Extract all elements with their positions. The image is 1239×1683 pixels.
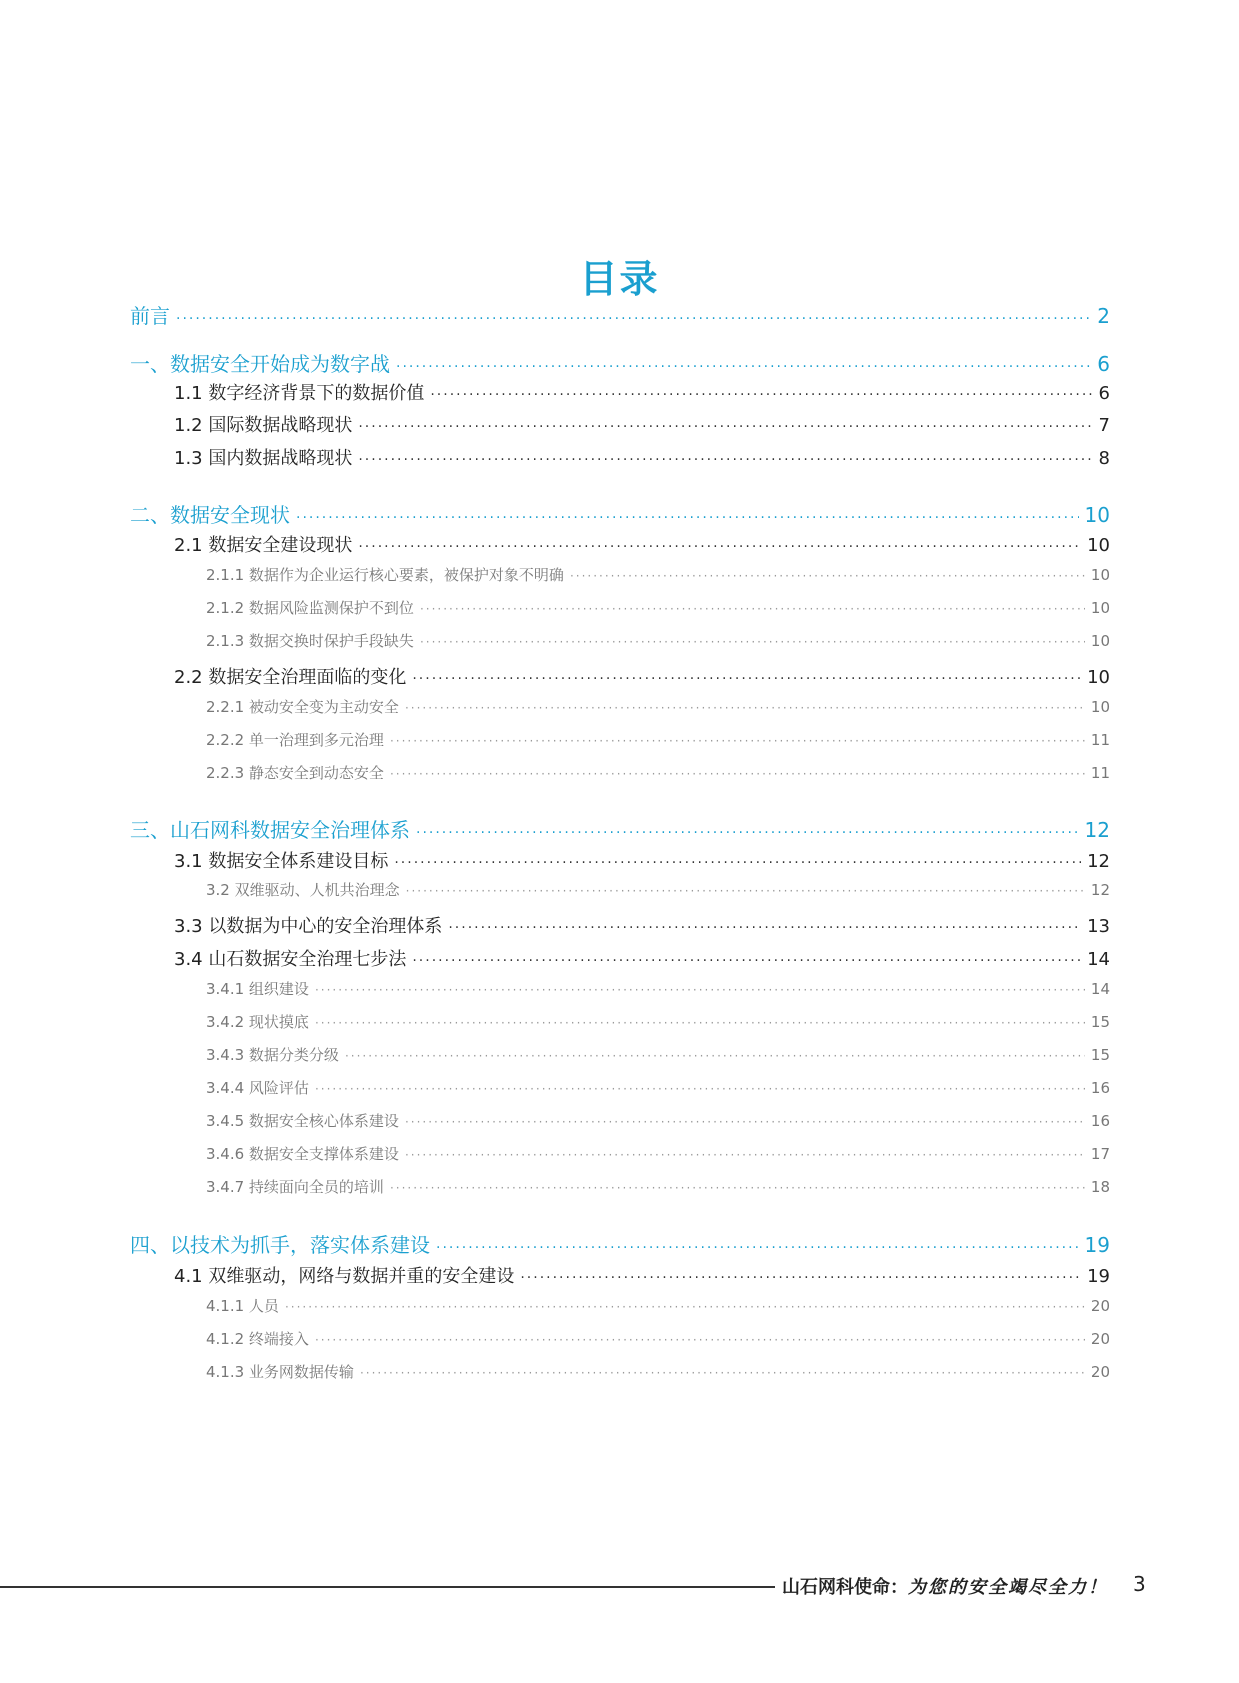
toc-entry-label: 3.4.2 现状摸底 xyxy=(206,1013,309,1031)
footer-slogan xyxy=(782,1573,1108,1599)
toc-entry-label: 3.4 山石数据安全治理七步法 xyxy=(174,949,407,970)
toc-entry-3-2[interactable] xyxy=(130,879,1110,900)
toc-entry-3-4-4[interactable] xyxy=(130,1077,1110,1098)
toc-entry-label: 4.1.1 人员 xyxy=(206,1297,279,1315)
toc-entry-page: 20 xyxy=(1090,1330,1110,1348)
toc-entry-section-2[interactable] xyxy=(130,499,1110,528)
toc-entry-page: 11 xyxy=(1090,764,1110,782)
toc-entry-label: 2.1 数据安全建设现状 xyxy=(174,535,353,556)
toc-entry-3-4-1[interactable] xyxy=(130,978,1110,999)
toc-entry-label: 3.4.7 持续面向全员的培训 xyxy=(206,1178,384,1196)
toc-entry-section-1[interactable] xyxy=(130,348,1110,377)
toc-entry-page: 10 xyxy=(1090,632,1110,650)
toc-entry-label: 3.3 以数据为中心的安全治理体系 xyxy=(174,916,443,937)
toc-entry-page: 16 xyxy=(1090,1079,1110,1097)
toc-entry-section-4[interactable] xyxy=(130,1229,1110,1258)
toc-entry-label: 1.2 国际数据战略现状 xyxy=(174,415,353,436)
toc-entry-page: 12 xyxy=(1090,881,1110,899)
toc-entry-2-1-2[interactable] xyxy=(130,597,1110,618)
toc-entry-label: 三、山石网科数据安全治理体系 xyxy=(130,818,410,842)
toc-entry-3-4-7[interactable] xyxy=(130,1176,1110,1197)
toc-entry-page: 18 xyxy=(1090,1178,1110,1196)
toc-entry-page: 20 xyxy=(1090,1363,1110,1381)
toc-entry-label: 2.1.1 数据作为企业运行核心要素，被保护对象不明确 xyxy=(206,566,564,584)
toc-entry-section-3[interactable] xyxy=(130,814,1110,843)
toc-entry-label: 前言 xyxy=(130,304,170,328)
toc-entry-label: 二、数据安全现状 xyxy=(130,503,290,527)
toc-entry-label: 4.1 双维驱动，网络与数据并重的安全建设 xyxy=(174,1266,515,1287)
toc-entry-page: 10 xyxy=(1087,667,1110,688)
toc-entry-1-2[interactable] xyxy=(130,411,1110,437)
toc-entry-page: 15 xyxy=(1090,1013,1110,1031)
page-title: 目录 xyxy=(579,257,660,301)
toc-entry-page: 6 xyxy=(1097,352,1110,376)
toc-entry-2-1[interactable] xyxy=(130,531,1110,557)
toc-entry-page: 10 xyxy=(1090,698,1110,716)
toc-entry-page: 12 xyxy=(1084,818,1110,842)
toc-entry-page: 2 xyxy=(1097,304,1110,328)
toc-entry-2-2[interactable] xyxy=(130,663,1110,689)
toc-entry-label: 3.4.1 组织建设 xyxy=(206,980,309,998)
toc-entry-page: 10 xyxy=(1090,599,1110,617)
toc-entry-label: 2.1.3 数据交换时保护手段缺失 xyxy=(206,632,414,650)
toc-entry-label: 4.1.2 终端接入 xyxy=(206,1330,309,1348)
toc-entry-3-1[interactable] xyxy=(130,847,1110,873)
toc-entry-page: 13 xyxy=(1087,916,1110,937)
toc-entry-3-4-5[interactable] xyxy=(130,1110,1110,1131)
toc-entry-4-1[interactable] xyxy=(130,1262,1110,1288)
toc-entry-2-2-2[interactable] xyxy=(130,729,1110,750)
toc-entry-1-1[interactable] xyxy=(130,379,1110,405)
toc-entry-4-1-2[interactable] xyxy=(130,1328,1110,1349)
toc-entry-page: 14 xyxy=(1087,949,1110,970)
toc-entry-label: 3.4.4 风险评估 xyxy=(206,1079,309,1097)
toc-entry-preface[interactable] xyxy=(130,300,1110,329)
toc-entry-2-1-1[interactable] xyxy=(130,564,1110,585)
footer-divider xyxy=(0,1586,775,1588)
toc-entry-page: 10 xyxy=(1087,535,1110,556)
toc-entry-page: 12 xyxy=(1087,851,1110,872)
toc-entry-2-2-1[interactable] xyxy=(130,696,1110,717)
toc-entry-label: 一、数据安全开始成为数字战 xyxy=(130,352,390,376)
toc-entry-3-4[interactable] xyxy=(130,945,1110,971)
page-number: 3 xyxy=(1133,1572,1146,1596)
toc-entry-label: 3.4.6 数据安全支撑体系建设 xyxy=(206,1145,399,1163)
toc-entry-label: 3.4.5 数据安全核心体系建设 xyxy=(206,1112,399,1130)
footer-slogan-text: 为您的安全竭尽全力！ xyxy=(908,1577,1108,1598)
toc-entry-page: 15 xyxy=(1090,1046,1110,1064)
toc-entry-page: 10 xyxy=(1090,566,1110,584)
toc-entry-label: 2.2.1 被动安全变为主动安全 xyxy=(206,698,399,716)
toc-entry-page: 20 xyxy=(1090,1297,1110,1315)
toc-entry-label: 2.2 数据安全治理面临的变化 xyxy=(174,667,407,688)
toc-entry-3-4-2[interactable] xyxy=(130,1011,1110,1032)
toc-entry-1-3[interactable] xyxy=(130,444,1110,470)
toc-entry-4-1-3[interactable] xyxy=(130,1361,1110,1382)
toc-entry-label: 4.1.3 业务网数据传输 xyxy=(206,1363,354,1381)
toc-entry-label: 2.1.2 数据风险监测保护不到位 xyxy=(206,599,414,617)
toc-entry-page: 17 xyxy=(1090,1145,1110,1163)
toc-entry-page: 10 xyxy=(1084,503,1110,527)
toc-entry-page: 6 xyxy=(1098,383,1110,404)
toc-entry-label: 3.1 数据安全体系建设目标 xyxy=(174,851,389,872)
toc-entry-label: 3.4.3 数据分类分级 xyxy=(206,1046,339,1064)
toc-entry-page: 19 xyxy=(1084,1233,1110,1257)
toc-entry-page: 19 xyxy=(1087,1266,1110,1287)
toc-entry-3-4-6[interactable] xyxy=(130,1143,1110,1164)
toc-entry-page: 16 xyxy=(1090,1112,1110,1130)
toc-entry-label: 2.2.3 静态安全到动态安全 xyxy=(206,764,384,782)
toc-entry-label: 1.1 数字经济背景下的数据价值 xyxy=(174,383,425,404)
footer-mission: 山石网科使命： xyxy=(782,1577,908,1598)
toc-entry-2-1-3[interactable] xyxy=(130,630,1110,651)
toc-entry-2-2-3[interactable] xyxy=(130,762,1110,783)
toc-entry-label: 2.2.2 单一治理到多元治理 xyxy=(206,731,384,749)
toc-entry-page: 7 xyxy=(1098,415,1110,436)
toc-entry-3-3[interactable] xyxy=(130,912,1110,938)
toc-entry-label: 1.3 国内数据战略现状 xyxy=(174,448,353,469)
toc-entry-page: 11 xyxy=(1090,731,1110,749)
toc-entry-label: 四、以技术为抓手，落实体系建设 xyxy=(130,1233,430,1257)
toc-entry-page: 14 xyxy=(1090,980,1110,998)
toc-entry-3-4-3[interactable] xyxy=(130,1044,1110,1065)
toc-entry-page: 8 xyxy=(1098,448,1110,469)
toc-entry-label: 3.2 双维驱动、人机共治理念 xyxy=(206,881,400,899)
toc-entry-4-1-1[interactable] xyxy=(130,1295,1110,1316)
